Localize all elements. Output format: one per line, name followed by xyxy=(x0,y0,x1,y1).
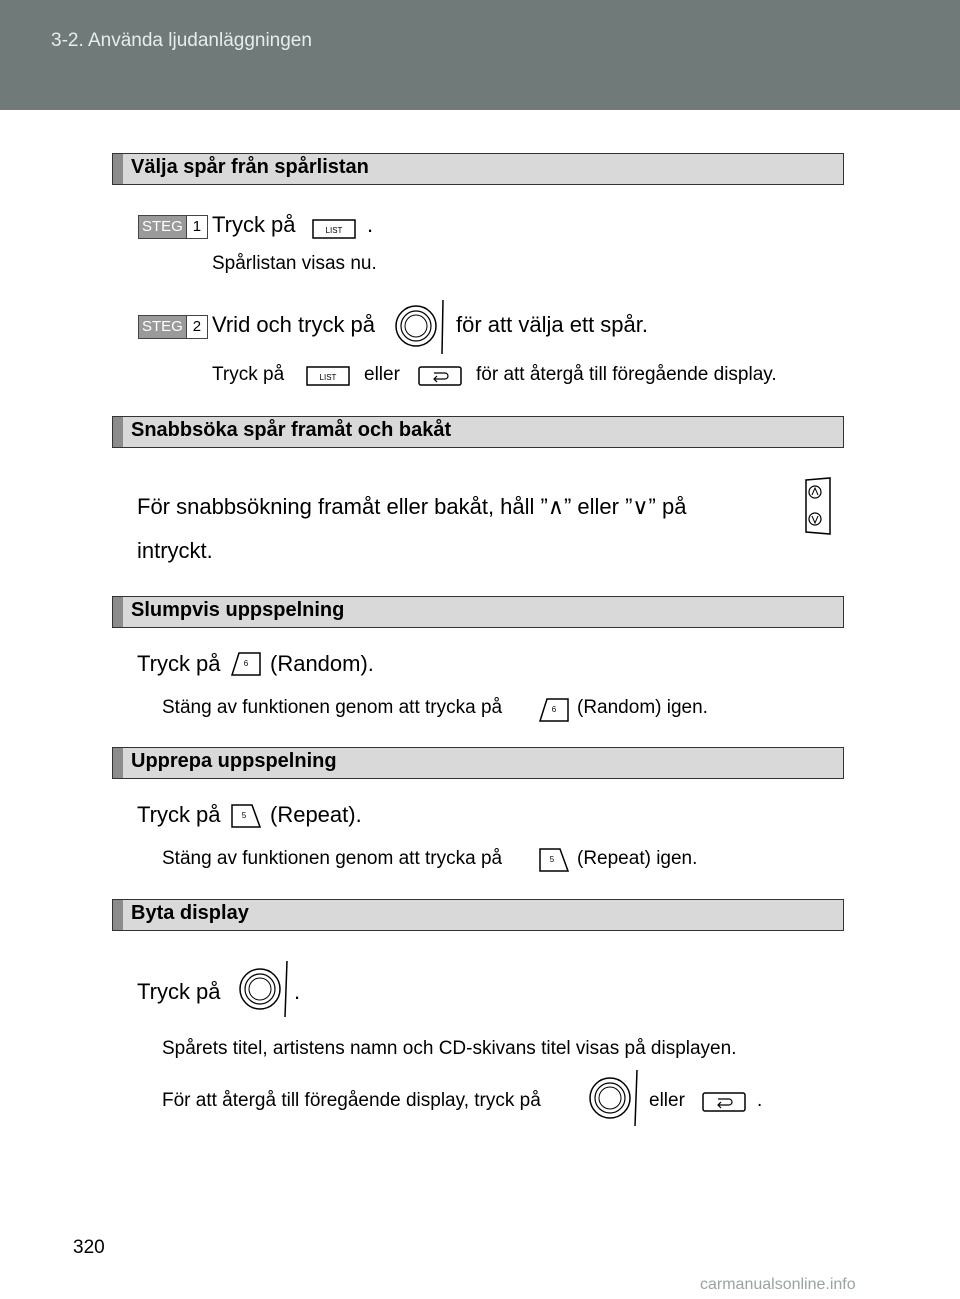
seek-text-line1: För snabbsökning framåt eller bakåt, håll ”∧” eller ”∨” på xyxy=(137,494,687,519)
section-heading-track-list: Välja spår från spårlistan xyxy=(112,153,844,185)
display-note2-a: För att återgå till föregående display, tryck på xyxy=(162,1090,541,1111)
step1-text-pre: Tryck på xyxy=(212,212,296,237)
back-button-icon xyxy=(702,1092,746,1112)
watermark: carmanualsonline.info xyxy=(700,1276,856,1293)
seek-text-line2: intryckt. xyxy=(137,538,213,563)
display-text-post: . xyxy=(294,979,301,1004)
repeat-note-b: (Repeat) igen. xyxy=(577,848,698,869)
header-band xyxy=(0,0,960,110)
repeat-text-pre: Tryck på xyxy=(137,802,221,827)
svg-text:5: 5 xyxy=(241,811,247,820)
step1-text-post: . xyxy=(367,212,374,237)
preset-button-5-icon xyxy=(538,847,570,873)
preset-button-6-icon xyxy=(538,697,570,723)
display-note1: Spårets titel, artistens namn och CD-skivans titel visas på displayen. xyxy=(162,1038,737,1059)
svg-text:LIST: LIST xyxy=(319,373,337,382)
section-heading-display: Byta display xyxy=(112,899,844,931)
random-note-b: (Random) igen. xyxy=(577,697,708,718)
section-heading-repeat: Upprepa uppspelning xyxy=(112,747,844,779)
tune-select-knob-icon xyxy=(586,1068,646,1128)
tune-select-knob-icon xyxy=(236,959,296,1019)
section-heading-random: Slumpvis uppspelning xyxy=(112,596,844,628)
list-button-icon xyxy=(306,366,350,386)
svg-text:6: 6 xyxy=(243,659,249,668)
repeat-note-a: Stäng av funktionen genom att trycka på xyxy=(162,848,503,869)
random-text-post: (Random). xyxy=(270,651,374,676)
preset-button-6-icon xyxy=(230,651,262,677)
tune-select-knob-icon xyxy=(392,296,452,356)
random-text-pre: Tryck på xyxy=(137,651,221,676)
svg-text:6: 6 xyxy=(551,705,557,714)
display-note2-c: . xyxy=(757,1090,763,1111)
step2-note-a: Tryck på xyxy=(212,364,285,385)
svg-text:LIST: LIST xyxy=(325,226,343,235)
list-button-icon xyxy=(312,219,356,239)
display-note2-b: eller xyxy=(649,1090,685,1111)
section-heading-fast-search: Snabbsöka spår framåt och bakåt xyxy=(112,416,844,448)
preset-button-5-icon xyxy=(230,803,262,829)
seek-up-down-switch-icon xyxy=(798,476,836,536)
display-text-pre: Tryck på xyxy=(137,979,221,1004)
step2-text-post: för att välja ett spår. xyxy=(456,312,648,337)
svg-text:5: 5 xyxy=(549,855,555,864)
step-badge-1: STEG 1 xyxy=(138,215,208,239)
back-button-icon xyxy=(418,366,462,386)
step1-note: Spårlistan visas nu. xyxy=(212,253,377,274)
step2-note-c: för att återgå till föregående display. xyxy=(476,364,777,385)
page-number: 320 xyxy=(73,1237,105,1258)
random-note-a: Stäng av funktionen genom att trycka på xyxy=(162,697,503,718)
step2-text-pre: Vrid och tryck på xyxy=(212,312,376,337)
step-badge-2: STEG 2 xyxy=(138,315,208,339)
step2-note-b: eller xyxy=(364,364,400,385)
repeat-text-post: (Repeat). xyxy=(270,802,362,827)
chapter-title: 3-2. Använda ljudanläggningen xyxy=(51,30,312,51)
